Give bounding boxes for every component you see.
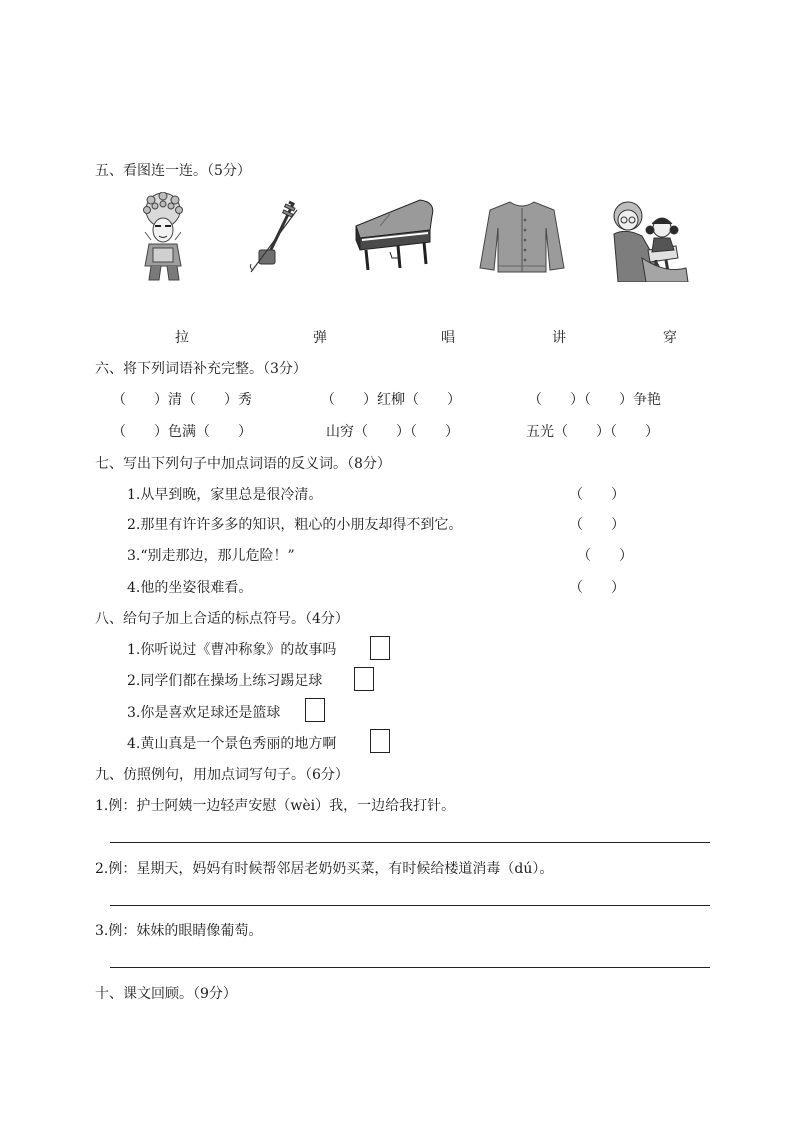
punctuation-box-1[interactable] — [370, 636, 390, 660]
idiom-blank-3[interactable]: （ ）（ ）争艳 — [528, 392, 661, 408]
antonym-answer-4[interactable]: （ ） — [569, 580, 625, 596]
section-6-title: 六、将下列词语补充完整。（3分） — [95, 361, 307, 377]
answer-line-1[interactable] — [110, 842, 710, 843]
idiom-blank-4[interactable]: （ ）色满（ ） — [112, 424, 252, 440]
idiom-blank-1[interactable]: （ ）清（ ）秀 — [112, 392, 252, 408]
punctuation-sentence-4: 4.黄山真是一个景色秀丽的地方啊 — [127, 736, 337, 752]
answer-line-3[interactable] — [110, 967, 710, 968]
punctuation-sentence-1: 1.你听说过《曹冲称象》的故事吗 — [127, 642, 337, 658]
antonym-sentence-3: 3.“别走那边，那儿危险！” — [127, 548, 295, 564]
antonym-answer-3[interactable]: （ ） — [577, 548, 633, 564]
section-10-title: 十、课文回顾。（9分） — [95, 986, 237, 1002]
erhu-image — [245, 200, 305, 276]
section-7-title: 七、写出下列句子中加点词语的反义词。（8分） — [95, 456, 391, 472]
answer-line-2[interactable] — [110, 905, 710, 906]
sweater-image — [478, 198, 566, 274]
punctuation-box-3[interactable] — [305, 698, 325, 722]
punctuation-box-2[interactable] — [354, 667, 374, 691]
example-sentence-2: 2.例：星期天，妈妈有时候帮邻居老奶奶买菜，有时候给楼道消毒（dú）。 — [95, 861, 554, 877]
grandmother-story-image — [606, 198, 690, 282]
word-tell: 讲 — [552, 330, 566, 346]
antonym-answer-1[interactable]: （ ） — [569, 487, 625, 503]
antonym-answer-2[interactable]: （ ） — [569, 517, 625, 533]
section-8-title: 八、给句子加上合适的标点符号。（4分） — [95, 611, 349, 627]
punctuation-sentence-2: 2.同学们都在操场上练习踢足球 — [127, 673, 323, 689]
word-pull: 拉 — [175, 330, 189, 346]
antonym-sentence-1: 1.从早到晚，家里总是很冷清。 — [127, 487, 323, 503]
word-sing: 唱 — [441, 330, 455, 346]
word-wear: 穿 — [663, 330, 677, 346]
section-5-title: 五、看图连一连。（5分） — [95, 163, 251, 179]
section-9-title: 九、仿照例句，用加点词写句子。（6分） — [95, 767, 349, 783]
antonym-sentence-2: 2.那里有许许多多的知识，粗心的小朋友却得不到它。 — [127, 517, 463, 533]
antonym-sentence-4: 4.他的坐姿很难看。 — [127, 580, 253, 596]
punctuation-sentence-3: 3.你是喜欢足球还是篮球 — [127, 705, 281, 721]
piano-image — [350, 196, 438, 280]
word-play: 弹 — [313, 330, 327, 346]
idiom-blank-5[interactable]: 山穷（ ）（ ） — [326, 424, 459, 440]
punctuation-box-4[interactable] — [370, 729, 390, 753]
peking-opera-performer-image — [133, 192, 193, 284]
example-sentence-3: 3.例：妹妹的眼睛像葡萄。 — [95, 923, 263, 939]
idiom-blank-6[interactable]: 五光（ ）（ ） — [526, 424, 659, 440]
idiom-blank-2[interactable]: （ ）红柳（ ） — [321, 392, 461, 408]
example-sentence-1: 1.例：护士阿姨一边轻声安慰（wèi）我，一边给我打针。 — [95, 798, 456, 814]
